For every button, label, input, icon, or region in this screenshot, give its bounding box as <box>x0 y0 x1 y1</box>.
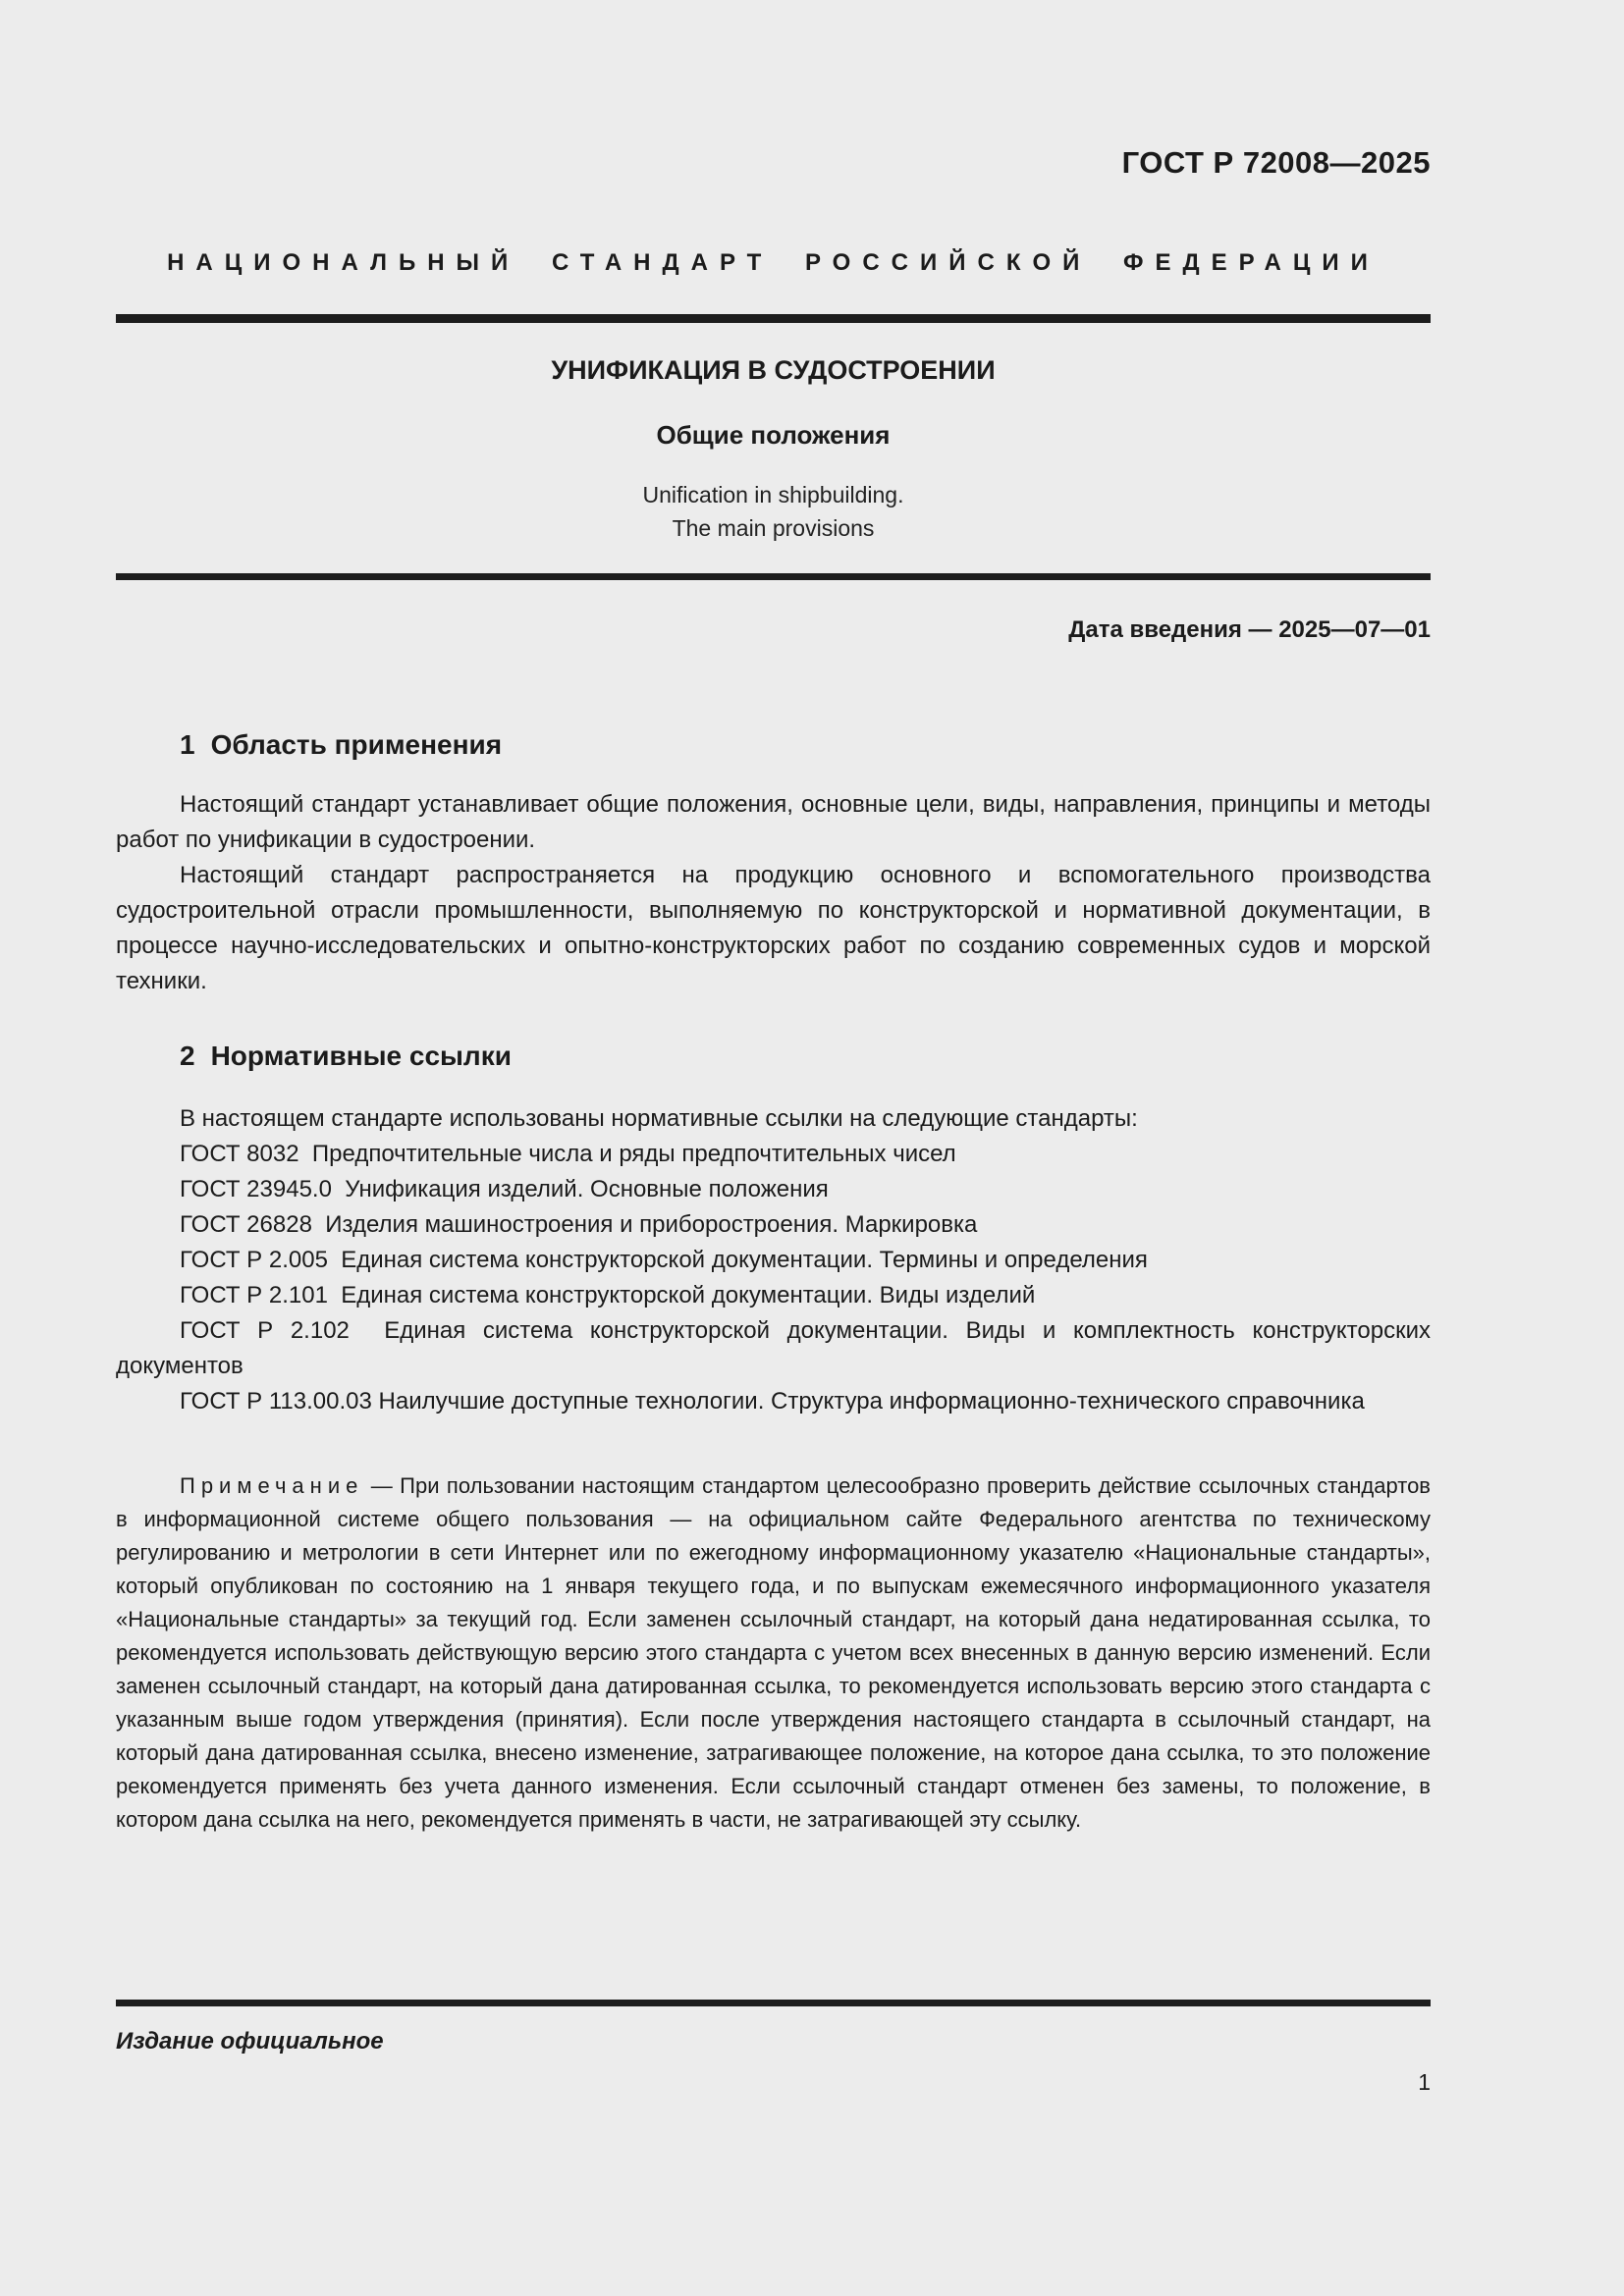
doc-title-en-line1: Unification in shipbuilding. <box>642 482 904 507</box>
doc-title-en <box>116 478 1431 545</box>
section-1-body <box>116 787 1431 999</box>
doc-title-en-line2: The main provisions <box>672 515 875 541</box>
reference-item: ГОСТ Р 113.00.03 Наилучшие доступные технологии. Структура информационно-технического справочника <box>180 1388 1365 1415</box>
section-2-body <box>116 1101 1431 1419</box>
section-2-title: Нормативные ссылки <box>210 1041 512 1071</box>
references-intro: В настоящем стандарте использованы нормативные ссылки на следующие стандарты: <box>180 1105 1138 1132</box>
effective-date: Дата введения — 2025—07—01 <box>1068 616 1431 643</box>
reference-item: ГОСТ 26828 Изделия машиностроения и приборостроения. Маркировка <box>180 1211 978 1238</box>
note-paragraph <box>116 1469 1431 1837</box>
footer-rule <box>116 2000 1431 2006</box>
paragraph: Настоящий стандарт устанавливает общие положения, основные цели, виды, направления, принципы и методы работ по унификации в судостроении. <box>116 791 1431 853</box>
section-1-title: Область применения <box>210 729 503 760</box>
reference-item: ГОСТ Р 2.005 Единая система конструкторской документации. Термины и определения <box>180 1247 1148 1273</box>
top-rule <box>116 314 1431 323</box>
reference-item: ГОСТ Р 2.102 Единая система конструкторской документации. Виды и комплектность конструкторских документов <box>116 1317 1431 1379</box>
reference-item: ГОСТ Р 2.101 Единая система конструкторской документации. Виды изделий <box>180 1282 1036 1308</box>
doc-subtitle-ru: Общие положения <box>656 420 891 450</box>
section-1-number: 1 <box>180 729 195 760</box>
note-text: — При пользовании настоящим стандартом целесообразно проверить действие ссылочных стандартов в информационной системе общего пользования — на официальном сайте Федерального агентства по техническому регулированию и метрологии в сети Интернет или по ежегодному информационному указателю «Национальные стандарты», который опубликован по состоянию на 1 января текущего года, и по выпускам ежемесячного информационного указателя «Национальные стандарты» за текущий год. Если заменен ссылочный стандарт, на который дана недатированная ссылка, то рекомендуется использовать действующую версию этого стандарта с учетом всех внесенных в данную версию изменений. Если заменен ссылочный стандарт, на который дана датированная ссылка, то рекомендуется использовать версию этого стандарта с указанным выше годом утверждения (принятия). Если после утверждения настоящего стандарта в ссылочный стандарт, на который дана датированная ссылка, внесено изменение, затрагивающее положение, на которое дана ссылка, то это положение рекомендуется применять без учета данного изменения. Если ссылочный стандарт отменен без замены, то положение, в котором дана ссылка на него, рекомендуется применять в части, не затрагивающей эту ссылку. <box>116 1473 1431 1832</box>
section-2-number: 2 <box>180 1041 195 1071</box>
section-1-heading <box>116 729 1494 761</box>
doc-number: ГОСТ Р 72008—2025 <box>1121 145 1431 180</box>
paragraph: Настоящий стандарт распространяется на продукцию основного и вспомогательного производства судостроительной отрасли промышленности, выполняемую по конструкторской и нормативной документации, в процессе научно-исследовательских и опытно-конструкторских работ по созданию современных судов и морской техники. <box>116 862 1431 994</box>
official-edition-label: Издание официальное <box>116 2028 384 2055</box>
middle-rule <box>116 573 1431 580</box>
reference-item: ГОСТ 8032 Предпочтительные числа и ряды предпочтительных чисел <box>180 1141 956 1167</box>
page-number: 1 <box>1418 2069 1431 2095</box>
doc-title-ru: УНИФИКАЦИЯ В СУДОСТРОЕНИИ <box>551 355 996 385</box>
section-2-heading <box>116 1041 1494 1072</box>
reference-item: ГОСТ 23945.0 Унификация изделий. Основные положения <box>180 1176 829 1202</box>
note-label: Примечание <box>180 1473 364 1498</box>
standard-type-line: НАЦИОНАЛЬНЫЙ СТАНДАРТ РОССИЙСКОЙ ФЕДЕРАЦИИ <box>167 249 1380 276</box>
